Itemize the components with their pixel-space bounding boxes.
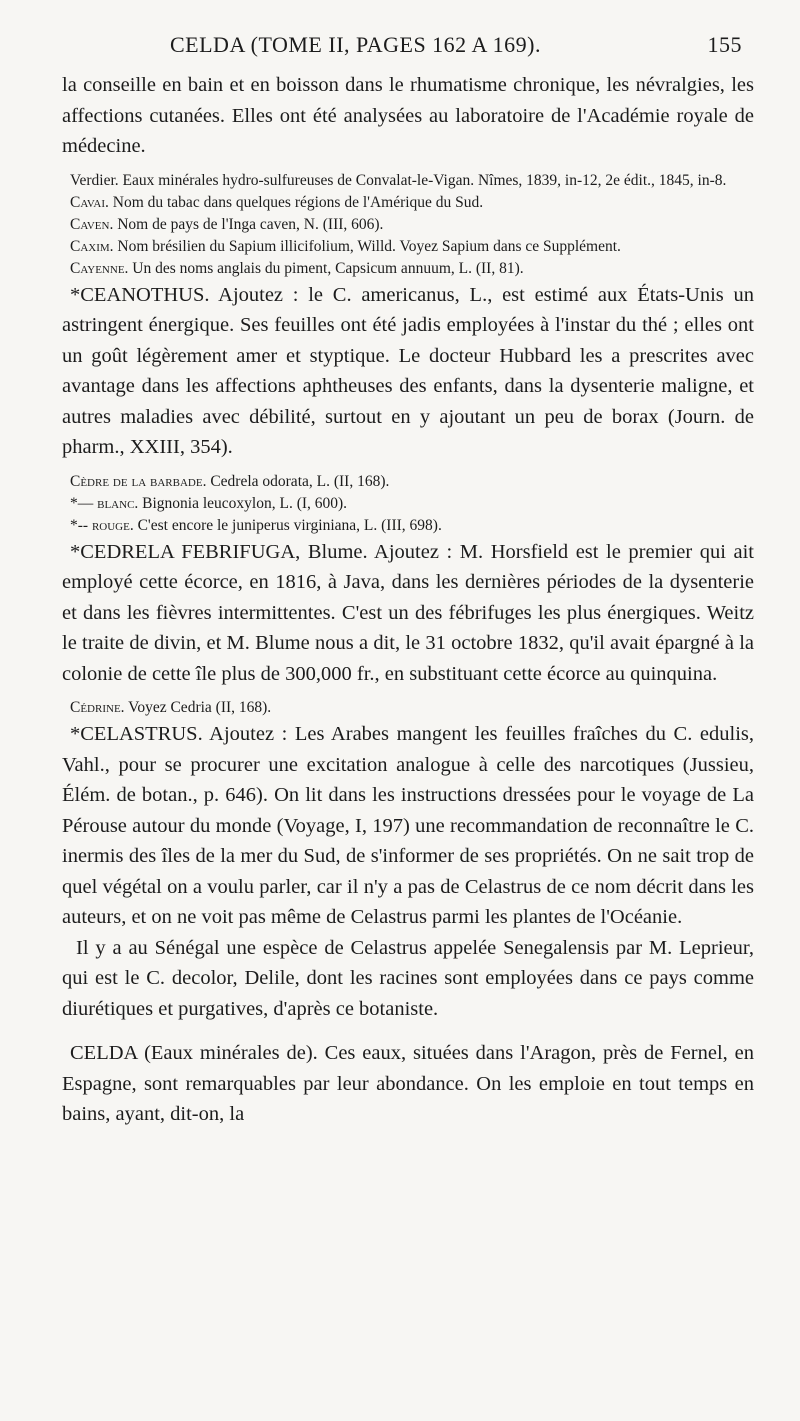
entry-celda: CELDA (Eaux minérales de). Ces eaux, situées dans l'Aragon, près de Fernel, en Espagne, sont remarquables par leur abondance. On les emploie en tout temps en bains, ayant, dit-on, la [62, 1042, 754, 1125]
entry-head: Cédrine. [70, 699, 125, 716]
entry-text: Nom du tabac dans quelques régions de l'Amérique du Sud. [108, 193, 484, 211]
entry-caven [62, 214, 754, 236]
entry-text: Bignonia leucoxylon, L. (I, 600). [138, 494, 348, 512]
entry-text: Nom de pays de l'Inga caven, N. (III, 606). [113, 215, 384, 233]
entry-ceanothus: *CEANOTHUS. Ajoutez : le C. americanus, L., est estimé aux États-Unis un astringent énergique. Ses feuilles ont été jadis employées à l'instar du thé ; elles ont un goût légèrement amer et styptique. Le docteur Hubbard les a prescrites avec avantage dans les affections aphtheuses des enfants, dans la dysenterie maligne, et autres maladies avec débilité, surtout en y ajoutant un peu de borax (Journ. de pharm., XXIII, 354). [62, 283, 754, 458]
entry-text: Voyez Cedria (II, 168). [124, 699, 272, 716]
entry-head: Caven. [70, 215, 114, 233]
paragraph-continuation: la conseille en bain et en boisson dans le rhumatisme chronique, les névralgies, les affections cutanées. Elles ont été analysées au laboratoire de l'Académie royale de médecine. [62, 74, 754, 157]
header-title: CELDA (TOME II, PAGES 162 A 169). [170, 32, 541, 57]
entry-cedre-blanc [62, 493, 754, 515]
reference-verdier: Verdier. Eaux minérales hydro-sulfureuses de Convalat-le-Vigan. Nîmes, 1839, in-12, 2e édit., 1845, in-8. [70, 171, 727, 189]
entry-cedrine [62, 697, 754, 719]
entry-head: Caxim. [70, 237, 114, 255]
entry-celastrus: *CELASTRUS. Ajoutez : Les Arabes mangent les feuilles fraîches du C. edulis, Vahl., pour se procurer une excitation analogue à celle des narcotiques (Jussieu, Élém. de botan., p. 646). On lit dans les instructions dressées pour le voyage de La Pérouse autour du monde (Voyage, I, 197) une recommandation de reconnaître le C. inermis des îles de la mer du Sud, de s'informer de ses propriétés. On ne sait trop de quel végétal on a voulu parler, car il n'y a pas de Celastrus de ce nom décrit dans les auteurs, et on ne voit pas même de Celastrus parmi les plantes de l'Océanie. [62, 723, 754, 928]
entry-cedre-barbade [62, 471, 754, 493]
page-number: 155 [707, 32, 742, 57]
entry-text: Un des noms anglais du piment, Capsicum annuum, L. (II, 81). [128, 259, 524, 277]
entry-head: *-- rouge. [70, 516, 134, 534]
page-body [62, 70, 754, 1130]
entry-head: Cavai. [70, 193, 109, 211]
entry-head: *— blanc. [70, 494, 139, 512]
entry-text: Nom brésilien du Sapium illicifolium, Willd. Voyez Sapium dans ce Supplément. [113, 237, 621, 255]
entry-cedrela-febrifuga: *CEDRELA FEBRIFUGA, Blume. Ajoutez : M. Horsfield est le premier qui ait employé cette écorce, en 1816, à Java, dans les dernières périodes de la dysenterie et dans les fièvres intermittentes. C'est un des fébrifuges les plus énergiques. Weitz le traite de divin, et M. Blume nous a dit, le 31 octobre 1832, qu'il avait épargné à la colonie de cette île plus de 300,000 fr., en substituant cette écorce au quinquina. [62, 540, 754, 685]
entry-text: Cedrela odorata, L. (II, 168). [206, 472, 390, 490]
entry-cedre-rouge [62, 515, 754, 537]
running-header [62, 32, 754, 62]
entry-caxim [62, 236, 754, 258]
entry-head: Cayenne. [70, 259, 129, 277]
entry-cavai [62, 192, 754, 214]
entry-cayenne [62, 258, 754, 280]
entry-head: Cèdre de la barbade. [70, 472, 207, 490]
entry-text: C'est encore le juniperus virginiana, L. (III, 698). [133, 516, 442, 534]
paragraph-senegal: Il y a au Sénégal une espèce de Celastrus appelée Senegalensis par M. Leprieur, qui est le C. decolor, Delile, dont les racines sont employées dans ce pays comme diurétiques et purgatives, d'après ce botaniste. [62, 936, 754, 1020]
